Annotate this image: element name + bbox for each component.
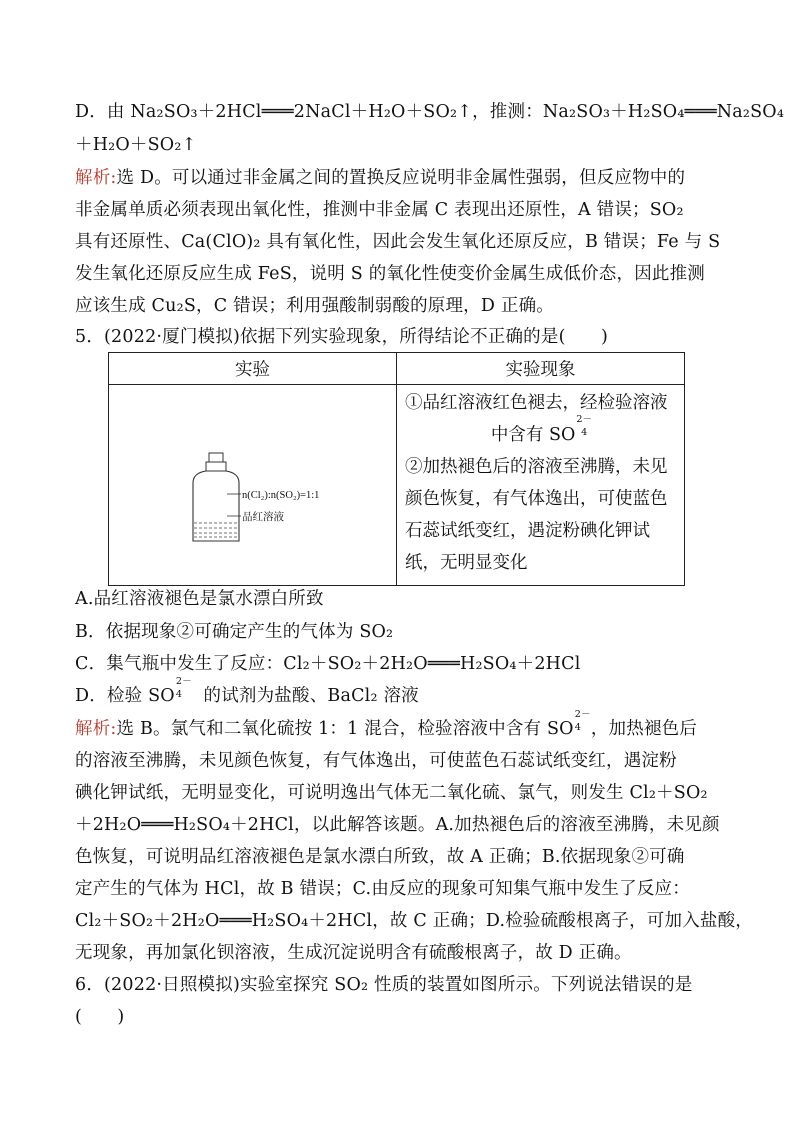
sulfate-charge — [575, 710, 591, 732]
header-phenomenon: 实验现象 — [397, 353, 685, 385]
phen-line5: 石蕊试纸变红，遇淀粉碘化钾试 — [405, 521, 650, 541]
ion-charge: 2－ — [175, 676, 192, 687]
bottle-neck — [206, 462, 226, 471]
phen-line2-text: 中含有 SO — [490, 425, 576, 445]
table-header-row — [109, 353, 685, 385]
ratio-label: n(Cl₂):n(SO₂)=1:1 — [242, 490, 320, 501]
experiment-figure-cell — [109, 385, 397, 586]
table-body-row — [109, 385, 685, 586]
analysis-2-line1 — [75, 709, 725, 744]
analysis-1-line2: 非金属单质必须表现出氧化性，推测中非金属 C 表现出还原性，A 错误；SO₂ — [75, 200, 684, 220]
analysis-1-line3: 具有还原性、Ca(ClO)₂ 具有氧化性，因此会发生氧化还原反应，B 错误；Fe 与 S — [75, 232, 721, 252]
sulfate-charge — [576, 415, 592, 437]
option-d-line1: D．由 Na₂SO₃＋2HCl═══2NaCl＋H₂O＋SO₂↑，推测：Na₂SO₃＋H₂SO₄═══Na₂SO₄ — [75, 102, 785, 122]
experiment-table — [108, 352, 685, 586]
option-d-text: D．检验 SO — [75, 686, 175, 706]
header-experiment: 实验 — [109, 353, 397, 385]
phen-line1: ①品红溶液红色褪去，经检验溶液 — [405, 393, 668, 413]
option-d-line2: ＋H₂O＋SO₂↑ — [75, 135, 197, 155]
analysis-1-text: 选 D。可以通过非金属之间的置换反应说明非金属性强弱，但反应物中的 — [116, 168, 686, 188]
ion-subscript: 4 — [574, 721, 582, 733]
option-b: B．依据现象②可确定产生的气体为 SO₂ — [75, 622, 394, 642]
ion-subscript: 4 — [175, 688, 183, 700]
sulfate-charge — [176, 677, 192, 699]
analysis-1-line4: 发生氧化还原反应生成 FeS，说明 S 的氧化性使变价金属生成低价态，因此推测 — [75, 264, 706, 284]
question-5-stem: 5．(2022·厦门模拟)依据下列实验现象，所得结论不正确的是( ) — [75, 327, 609, 347]
analysis-2-line5: 色恢复，可说明品红溶液褪色是氯水漂白所致，故 A 正确；B.依据现象②可确 — [75, 847, 685, 867]
analysis-label: 解析: — [75, 168, 117, 188]
analysis-2-line3: 碘化钾试纸，无明显变化，可说明逸出气体无二氧化硫、氯气，则发生 Cl₂＋SO₂ — [75, 783, 708, 803]
analysis-1-line5: 应该生成 Cu₂S，C 错误；利用强酸制弱酸的原理，D 正确。 — [75, 296, 554, 316]
question-6-line2: ( ) — [75, 1007, 125, 1027]
analysis-1-line1 — [75, 163, 725, 193]
option-d — [75, 676, 725, 711]
option-d-text-post: 的试剂为盐酸、BaCl₂ 溶液 — [203, 686, 419, 706]
phen-line2 — [405, 414, 678, 451]
ion-subscript: 4 — [581, 426, 588, 438]
analysis-2-line8: 无现象，再加氯化钡溶液，生成沉淀说明含有硫酸根离子，故 D 正确。 — [75, 943, 632, 963]
analysis-2-line7: Cl₂＋SO₂＋2H₂O═══H₂SO₄＋2HCl，故 C 正确；D.检验硫酸根离子，可加入盐酸， — [75, 911, 754, 931]
option-a: A.品红溶液褪色是氯水漂白所致 — [75, 589, 324, 609]
analysis-label: 解析: — [75, 719, 117, 739]
ion-charge: 2－ — [574, 709, 591, 720]
option-c: C．集气瓶中发生了反应：Cl₂＋SO₂＋2H₂O═══H₂SO₄＋2HCl — [75, 654, 581, 674]
phen-line4: 颜色恢复，有气体逸出，可使蓝色 — [405, 489, 668, 509]
bottle-stopper — [209, 453, 223, 462]
phenomenon-cell — [397, 385, 685, 586]
question-6-line1: 6．(2022·日照模拟)实验室探究 SO₂ 性质的装置如图所示。下列说法错误的是 — [75, 975, 693, 995]
analysis-2-line6: 定产生的气体为 HCl，故 B 错误；C.由反应的现象可知集气瓶中发生了反应： — [75, 879, 690, 899]
bottle-body — [193, 471, 239, 541]
phen-line6: 纸，无明显变化 — [405, 553, 528, 573]
analysis-2-text: 选 B。氯气和二氧化硫按 1：1 混合，检验溶液中含有 SO — [116, 719, 574, 739]
phen-line3: ②加热褪色后的溶液至沸腾，未见 — [405, 457, 668, 477]
gas-bottle-figure — [109, 385, 396, 580]
ion-charge: 2－ — [576, 414, 593, 425]
analysis-2-line2: 的溶液至沸腾，未见颜色恢复，有气体逸出，可使蓝色石蕊试纸变红，遇淀粉 — [75, 751, 677, 771]
analysis-2-line4: ＋2H₂O═══H₂SO₄＋2HCl，以此解答该题。A.加热褪色后的溶液至沸腾，未见颜 — [75, 815, 720, 835]
solution-label: 品红溶液 — [242, 512, 284, 523]
analysis-2-text-post: ，加热褪色后 — [590, 719, 698, 739]
